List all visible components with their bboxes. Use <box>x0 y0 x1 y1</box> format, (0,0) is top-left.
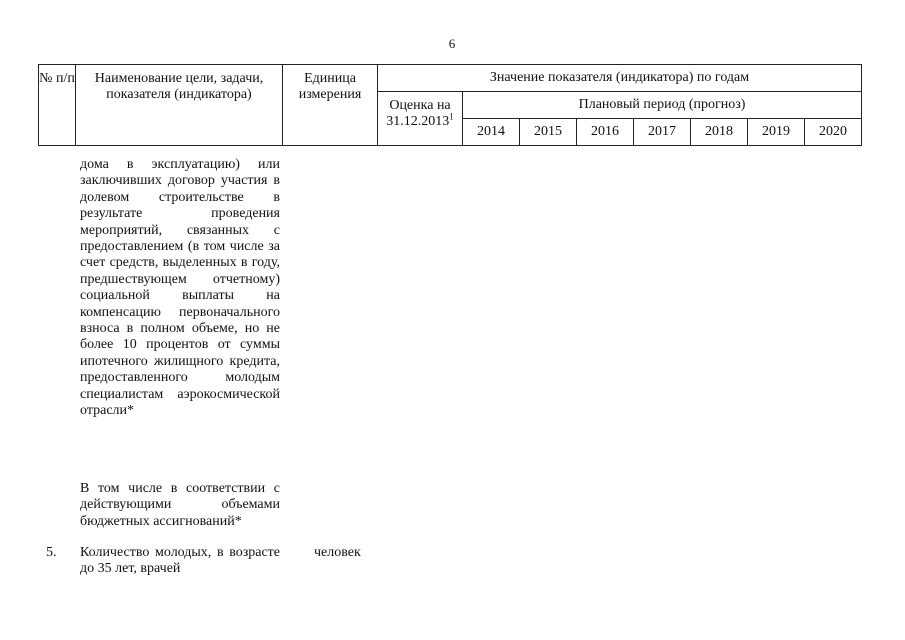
header-year: 2014 <box>463 119 520 146</box>
header-name: Наименование цели, задачи, показателя (индикатора) <box>76 65 283 146</box>
indicator-table-header <box>38 64 862 146</box>
header-estimate <box>378 92 463 146</box>
header-year: 2015 <box>520 119 577 146</box>
page-number: 6 <box>448 36 456 51</box>
header-number: № п/п <box>39 65 76 146</box>
row-unit: человек <box>314 545 361 560</box>
header-estimate-label: Оценка на 31.12.2013 <box>386 98 451 129</box>
header-plan-period: Плановый период (прогноз) <box>463 92 862 119</box>
indicator-continuation-text: дома в эксплуатацию) или заключивших договор участия в долевом строительстве в результате проведения мероприятий, связанных с предоставлением (в том числе за счет средств, выделенных в году, предшествующем отчетному) социальной выплаты на компенсацию первоначального взноса в полном объеме, но не более 10 процентов от суммы ипотечного жилищного кредита, предоставленного молодым специалистам аэрокосмической отрасли* <box>80 157 280 419</box>
header-values-by-year: Значение показателя (индикатора) по годам <box>378 65 862 92</box>
header-unit: Единица измерения <box>283 65 378 146</box>
header-year: 2018 <box>691 119 748 146</box>
header-year: 2019 <box>748 119 805 146</box>
header-estimate-footnote: 1 <box>449 111 454 122</box>
row-number: 5. <box>46 545 57 560</box>
row-indicator-name: Количество молодых, в возрасте до 35 лет, врачей <box>80 545 280 577</box>
header-year: 2017 <box>634 119 691 146</box>
indicator-subtext: В том числе в соответствии с действующими объемами бюджетных ассигнований* <box>80 481 280 529</box>
header-year: 2016 <box>577 119 634 146</box>
header-year: 2020 <box>805 119 862 146</box>
